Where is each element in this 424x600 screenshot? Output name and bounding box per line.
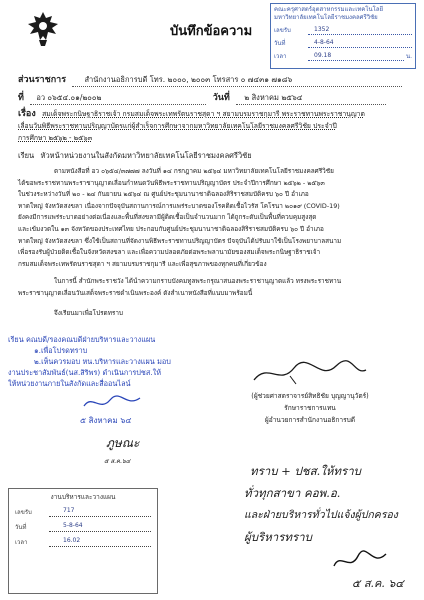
director-signature [78, 392, 148, 414]
signer-name: (ผู้ช่วยศาสตราจารย์สิทธิชัย บุญญานุวัตร์) [251, 392, 369, 400]
signer-role: ผู้อำนวยการสำนักงานอธิการบดี [264, 416, 356, 424]
box-row: วันที่ 5-8-64 [15, 522, 151, 532]
body-paragraph-2: ในการนี้ สำนักพระราชวัง ได้นำความกราบบังคมทูลพระกรุณาสนองพระราชานุญาตแล้ว ทรงพระราชทาน พระราชานุญาตเลื่อนวันเสด็จพระราชดำเนินพระองค์ ดังสำเนาหนังสือที่แนบมาพร้อมนี้ [18, 277, 342, 297]
ref-label: ที่ [18, 93, 24, 103]
date-label: วันที่ [212, 93, 230, 103]
annotation-date: ๕ สิงหาคม ๖๔ [80, 416, 132, 425]
agency-label: ส่วนราชการ [18, 75, 67, 85]
handwritten-signature [330, 550, 390, 572]
memo-title: บันทึกข้อความ [170, 24, 253, 39]
subject-line: การศึกษา ๒๕๖๒ - ๒๕๖๓ [18, 134, 93, 142]
agency-value: สำนักงานอธิการบดี โทร. ๒๐๐๐, ๒๐๐๓ โทรสาร ๐ ๗๔๓๑ ๗๑๘๖ [72, 74, 402, 87]
stamp-line-1: คณะครุศาสตร์อุตสาหกรรมและเทคโนโลยี [274, 6, 384, 13]
stamp-line-2: มหาวิทยาลัยเทคโนโลยีราชมงคลศรีวิชัย [274, 14, 378, 21]
box-title: งานบริหารและวางแผน [50, 493, 116, 501]
receipt-stamp [270, 3, 416, 69]
stamp-row: เลขรับ 1352 [274, 25, 412, 35]
signature-block [210, 390, 410, 426]
box-row: เวลา 16.02 [15, 537, 151, 547]
subject-line: เลื่อนวันพิธีพระราชทานปริญญาบัตรแก่ผู้สำเร็จการศึกษาจากมหาวิทยาลัยเทคโนโลยีราชมงคลศรีวิชัย ประจำปี [18, 122, 337, 130]
subject-line: สมเด็จพระกนิษฐาธิราชเจ้า กรมสมเด็จพระเทพรัตนราชสุดา ฯ สยามบรมราชกุมารี พระราชทานพระราชานุญาต [42, 110, 365, 118]
signer-signature [250, 358, 370, 388]
initial-mark: ภูษณะ [106, 436, 140, 450]
garuda-emblem-icon [26, 10, 60, 48]
box-row: เลขรับ 717 [15, 507, 151, 517]
stamp-row: เวลา 09.18 น. [274, 51, 412, 60]
subject-block [18, 108, 365, 144]
planning-receipt-box [8, 488, 158, 594]
memo-date: ๒ สิงหาคม ๒๕๖๔ [236, 92, 386, 105]
signer-role: รักษาราชการแทน [284, 404, 336, 412]
subject-label: เรื่อง [18, 109, 36, 119]
agency-row [18, 72, 402, 87]
stamp-row: วันที่ 4-8-64 [274, 38, 412, 48]
body-paragraph-1: ตามหนังสือที่ อว ๐๖๕๔/๓๗๗๗ ลงวันที่ ๑๔ กรกฎาคม ๒๕๖๔ มหาวิทยาลัยเทคโนโลยีราชมงคลศรีวิชัย ได้ขอพระราชทานพระราชานุญาตเลื่อนกำหนดวันพิธีพระราชทานปริญญาบัตร ประจำปีการศึกษา ๒๕๖๒ - ๒๕๖๓ ในช่วงระหว่างวันที่ ๒๐ - ๒๔ กันยายน ๒๕๖๔ ณ ศูนย์ประชุมนานาชาติฉลองสิริราชสมบัติครบ ๖๐ ปี อำเภอ หาดใหญ่ จังหวัดสงขลา เนื่องจากปัจจุบันสถานการณ์การแพร่ระบาดของโรคติดเชื้อไวรัส โคโรนา ๒๐๑๙ (COVID-19) ยังคงมีการแพร่ระบาดอย่างต่อเนื่องและพื้นที่สงขลามีผู้ติดเชื้อเป็นจำนวนมาก ได้ถูกระดับเป็นพื้นที่ควบคุมสูงสุด และเข้มงวดใน ๑๓ จังหวัดของประเทศไทย ประกอบกับศูนย์ประชุมนานาชาติฉลองสิริราชสมบัติครบ ๖๐ ปี อำเภอ หาดใหญ่ จังหวัดสงขลา ซึ่งใช้เป็นสถานที่จัดงานพิธีพระราชทานปริญญาบัตร ปัจจุบันได้ปรับมาใช้เป็นโรงพยาบาลสนาม เพื่อรองรับผู้ป่วยติดเชื้อในจังหวัดสงขลา และเพื่อความปลอดภัยต่อพระพลานามัยของสมเด็จพระกนิษฐาธิราชเจ้า กรมสมเด็จพระเทพรัตนราชสุดา ฯ สยามบรมราชกุมารี และเพื่อสุขภาพของทุกคนที่เกี่ยวข้อง [18, 167, 342, 268]
handwritten-note: ทราบ + ปชส.ให้ทราบ ทั่วทุกสาขา คอพ.อ. และฝ่ายบริหารทั่วไปแจ้งผู้ปกครอง ผู้บริหารทราบ [244, 464, 398, 544]
ref-number: อว ๐๖๕๔.๐๑/๒๐๐๒ [30, 92, 206, 105]
salutation: เรียน หัวหน้าหน่วยงานในสังกัดมหาวิทยาลัยเทคโนโลยีราชมงคลศรีวิชัย [18, 151, 252, 160]
handwritten-date: ๕ ส.ค. ๖๔ [352, 577, 404, 590]
director-annotation: เรียน คณบดี/รองคณบดีฝ่ายบริหารและวางแผน ๑.เพื่อโปรดทราบ ๒.เห็นควรมอบ หน.บริหารและวางแผน มอบ งานประชาสัมพันธ์(นส.สิริพร) ดำเนินการปชส.ให้ ให้หน่วยงานภายในสังกัดและสื่ออนไลน์ [8, 335, 171, 388]
initial-date: ๕ ส.ค.๖๔ [104, 458, 131, 465]
closing-line: จึงเรียนมาเพื่อโปรดทราบ [54, 309, 123, 317]
ref-row [18, 90, 386, 105]
